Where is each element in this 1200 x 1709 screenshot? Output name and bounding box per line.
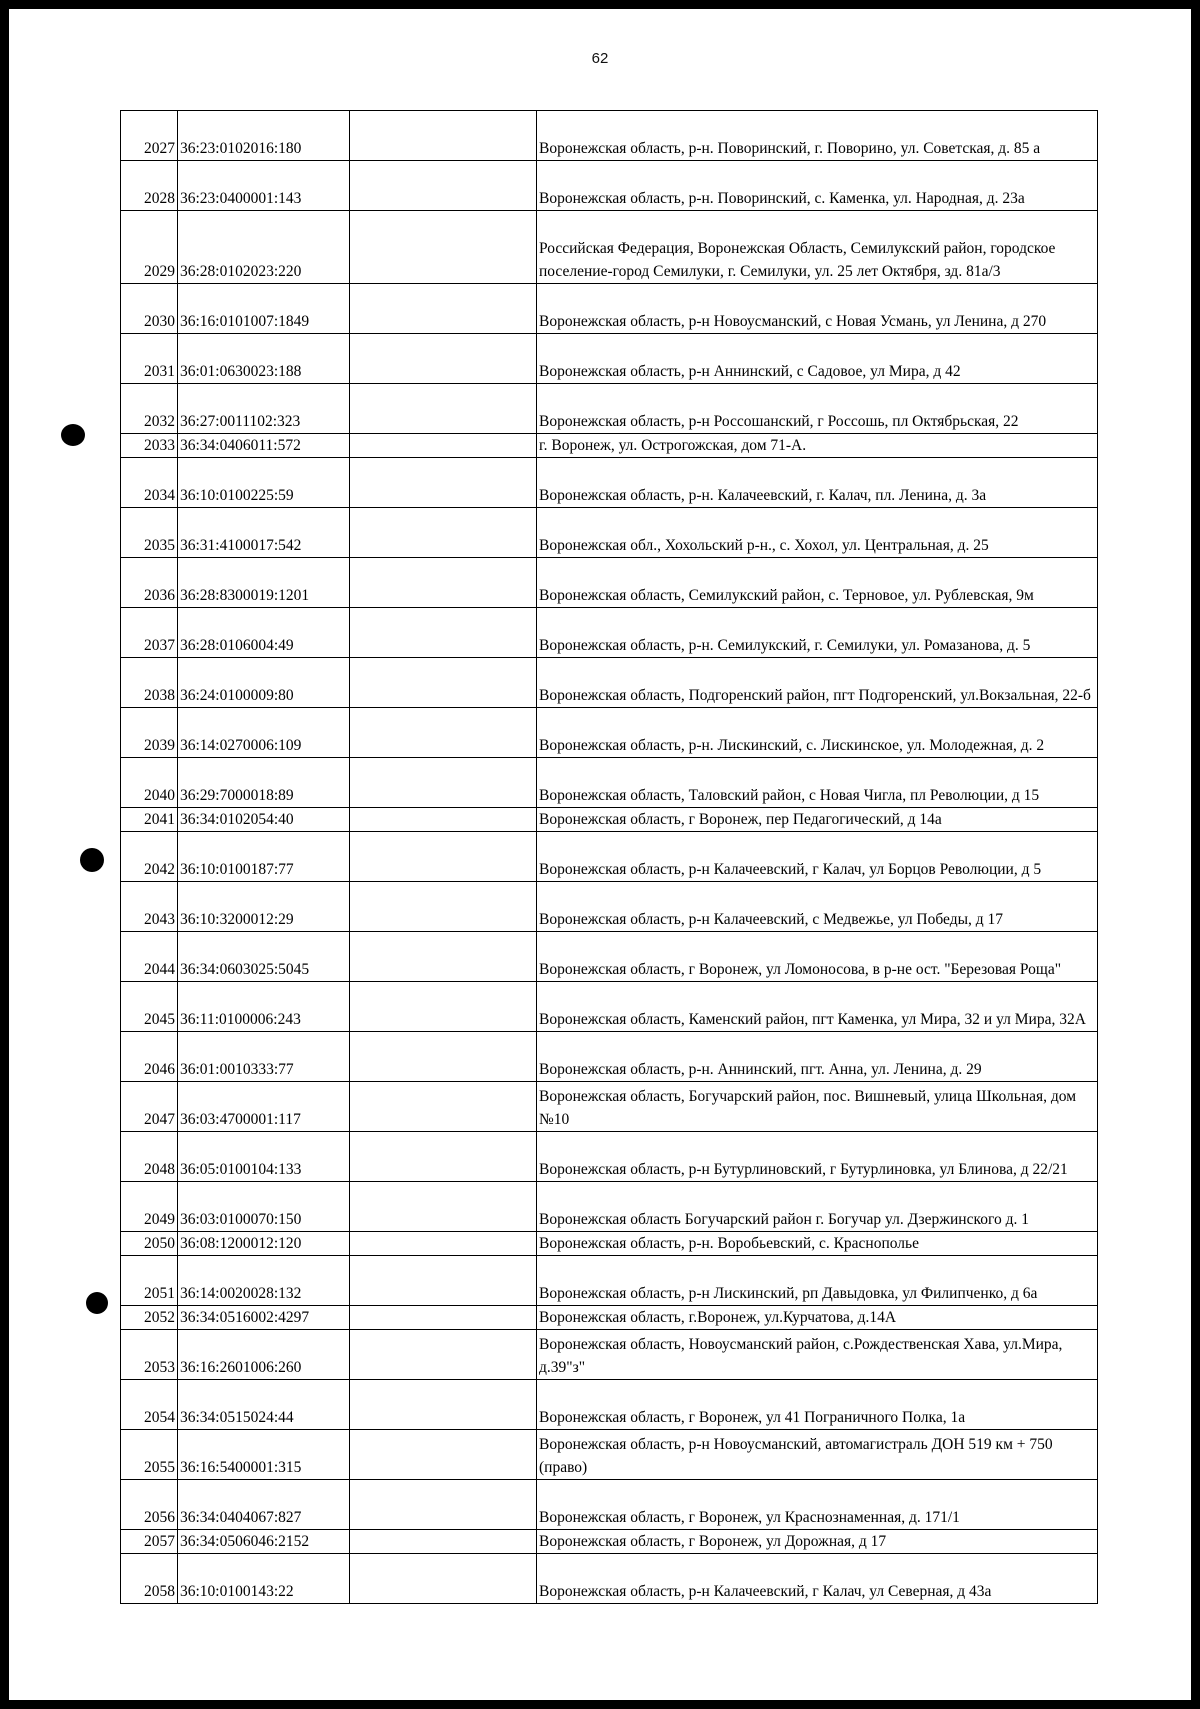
address: Воронежская область, г.Воронеж, ул.Курчатова, д.14А bbox=[537, 1306, 1098, 1330]
table-row bbox=[121, 608, 1098, 658]
address: Воронежская область, Новоусманский район, с.Рождественская Хава, ул.Мира, д.39"з" bbox=[537, 1330, 1098, 1380]
row-number: 2055 bbox=[121, 1430, 178, 1480]
address: Воронежская область, р-н Калачеевский, г Калач, ул Северная, д 43а bbox=[537, 1554, 1098, 1604]
table-row bbox=[121, 808, 1098, 832]
row-number: 2054 bbox=[121, 1380, 178, 1430]
note-cell bbox=[350, 1554, 537, 1604]
row-number: 2042 bbox=[121, 832, 178, 882]
address: Воронежская область, р-н. Калачеевский, г. Калач, пл. Ленина, д. 3а bbox=[537, 458, 1098, 508]
address: Воронежская обл., Хохольский р-н., с. Хохол, ул. Центральная, д. 25 bbox=[537, 508, 1098, 558]
note-cell bbox=[350, 982, 537, 1032]
cadastral-number: 36:05:0100104:133 bbox=[178, 1132, 350, 1182]
row-number: 2037 bbox=[121, 608, 178, 658]
note-cell bbox=[350, 1306, 537, 1330]
table-row bbox=[121, 111, 1098, 161]
address: Воронежская область, Таловский район, с Новая Чигла, пл Революции, д 15 bbox=[537, 758, 1098, 808]
address: Воронежская область, р-н. Поворинский, г. Поворино, ул. Советская, д. 85 а bbox=[537, 111, 1098, 161]
note-cell bbox=[350, 458, 537, 508]
cadastral-number: 36:23:0102016:180 bbox=[178, 111, 350, 161]
note-cell bbox=[350, 1082, 537, 1132]
note-cell bbox=[350, 434, 537, 458]
address: Воронежская область, р-н Бутурлиновский, г Бутурлиновка, ул Блинова, д 22/21 bbox=[537, 1132, 1098, 1182]
row-number: 2052 bbox=[121, 1306, 178, 1330]
address: Воронежская область, г Воронеж, ул Дорожная, д 17 bbox=[537, 1530, 1098, 1554]
row-number: 2046 bbox=[121, 1032, 178, 1082]
table-row bbox=[121, 1480, 1098, 1530]
note-cell bbox=[350, 832, 537, 882]
table-row bbox=[121, 161, 1098, 211]
address: г. Воронеж, ул. Острогожская, дом 71-А. bbox=[537, 434, 1098, 458]
cadastral-number: 36:28:8300019:1201 bbox=[178, 558, 350, 608]
table-row bbox=[121, 1306, 1098, 1330]
table-row bbox=[121, 658, 1098, 708]
table-row bbox=[121, 832, 1098, 882]
row-number: 2049 bbox=[121, 1182, 178, 1232]
table-row bbox=[121, 334, 1098, 384]
note-cell bbox=[350, 284, 537, 334]
table-row bbox=[121, 211, 1098, 284]
cadastral-number: 36:08:1200012:120 bbox=[178, 1232, 350, 1256]
table-row bbox=[121, 458, 1098, 508]
cadastral-number: 36:34:0406011:572 bbox=[178, 434, 350, 458]
address: Воронежская область, р-н Новоусманский, с Новая Усмань, ул Ленина, д 270 bbox=[537, 284, 1098, 334]
cadastral-number: 36:34:0404067:827 bbox=[178, 1480, 350, 1530]
table-row bbox=[121, 1232, 1098, 1256]
cadastral-number: 36:27:0011102:323 bbox=[178, 384, 350, 434]
note-cell bbox=[350, 211, 537, 284]
address: Воронежская область, р-н. Воробьевский, с. Краснополье bbox=[537, 1232, 1098, 1256]
punch-hole-mark bbox=[80, 848, 104, 872]
note-cell bbox=[350, 1430, 537, 1480]
table-row bbox=[121, 284, 1098, 334]
row-number: 2034 bbox=[121, 458, 178, 508]
note-cell bbox=[350, 808, 537, 832]
cadastral-number: 36:01:0630023:188 bbox=[178, 334, 350, 384]
cadastral-number: 36:03:0100070:150 bbox=[178, 1182, 350, 1232]
cadastral-number: 36:34:0603025:5045 bbox=[178, 932, 350, 982]
cadastral-number: 36:10:3200012:29 bbox=[178, 882, 350, 932]
page-number: 62 bbox=[591, 50, 609, 67]
cadastral-number: 36:34:0515024:44 bbox=[178, 1380, 350, 1430]
row-number: 2038 bbox=[121, 658, 178, 708]
table-row bbox=[121, 1554, 1098, 1604]
punch-hole-mark bbox=[86, 1292, 108, 1314]
cadastral-number: 36:24:0100009:80 bbox=[178, 658, 350, 708]
cadastral-number: 36:10:0100187:77 bbox=[178, 832, 350, 882]
note-cell bbox=[350, 1132, 537, 1182]
note-cell bbox=[350, 882, 537, 932]
row-number: 2041 bbox=[121, 808, 178, 832]
table-row bbox=[121, 384, 1098, 434]
address: Воронежская область, Семилукский район, с. Терновое, ул. Рублевская, 9м bbox=[537, 558, 1098, 608]
punch-hole-mark bbox=[61, 424, 85, 446]
registry-table-body bbox=[121, 111, 1098, 1604]
cadastral-number: 36:28:0102023:220 bbox=[178, 211, 350, 284]
note-cell bbox=[350, 1032, 537, 1082]
row-number: 2058 bbox=[121, 1554, 178, 1604]
note-cell bbox=[350, 758, 537, 808]
row-number: 2035 bbox=[121, 508, 178, 558]
registry-table bbox=[120, 110, 1098, 1604]
table-row bbox=[121, 1256, 1098, 1306]
note-cell bbox=[350, 161, 537, 211]
row-number: 2027 bbox=[121, 111, 178, 161]
address: Воронежская область, р-н. Поворинский, с. Каменка, ул. Народная, д. 23а bbox=[537, 161, 1098, 211]
cadastral-number: 36:01:0010333:77 bbox=[178, 1032, 350, 1082]
address: Воронежская область, р-н. Лискинский, с. Лискинское, ул. Молодежная, д. 2 bbox=[537, 708, 1098, 758]
table-row bbox=[121, 1330, 1098, 1380]
row-number: 2033 bbox=[121, 434, 178, 458]
address: Воронежская область, р-н. Аннинский, пгт. Анна, ул. Ленина, д. 29 bbox=[537, 1032, 1098, 1082]
row-number: 2043 bbox=[121, 882, 178, 932]
table-row bbox=[121, 982, 1098, 1032]
cadastral-number: 36:29:7000018:89 bbox=[178, 758, 350, 808]
table-row bbox=[121, 932, 1098, 982]
row-number: 2048 bbox=[121, 1132, 178, 1182]
row-number: 2028 bbox=[121, 161, 178, 211]
row-number: 2032 bbox=[121, 384, 178, 434]
row-number: 2030 bbox=[121, 284, 178, 334]
address: Воронежская область, г Воронеж, пер Педагогический, д 14а bbox=[537, 808, 1098, 832]
cadastral-number: 36:10:0100143:22 bbox=[178, 1554, 350, 1604]
note-cell bbox=[350, 1380, 537, 1430]
note-cell bbox=[350, 558, 537, 608]
row-number: 2029 bbox=[121, 211, 178, 284]
cadastral-number: 36:34:0506046:2152 bbox=[178, 1530, 350, 1554]
address: Воронежская область, р-н Калачеевский, с Медвежье, ул Победы, д 17 bbox=[537, 882, 1098, 932]
address: Воронежская область, р-н Аннинский, с Садовое, ул Мира, д 42 bbox=[537, 334, 1098, 384]
address: Воронежская область Богучарский район г. Богучар ул. Дзержинского д. 1 bbox=[537, 1182, 1098, 1232]
note-cell bbox=[350, 1480, 537, 1530]
note-cell bbox=[350, 1182, 537, 1232]
note-cell bbox=[350, 508, 537, 558]
row-number: 2045 bbox=[121, 982, 178, 1032]
note-cell bbox=[350, 1232, 537, 1256]
note-cell bbox=[350, 111, 537, 161]
cadastral-number: 36:16:0101007:1849 bbox=[178, 284, 350, 334]
note-cell bbox=[350, 608, 537, 658]
table-row bbox=[121, 1182, 1098, 1232]
note-cell bbox=[350, 658, 537, 708]
address: Российская Федерация, Воронежская Область, Семилукский район, городское поселение-город Семилуки, г. Семилуки, ул. 25 лет Октября, зд. 81а/3 bbox=[537, 211, 1098, 284]
note-cell bbox=[350, 1256, 537, 1306]
row-number: 2050 bbox=[121, 1232, 178, 1256]
address: Воронежская область, р-н Новоусманский, автомагистраль ДОН 519 км + 750 (право) bbox=[537, 1430, 1098, 1480]
table-row bbox=[121, 1430, 1098, 1480]
address: Воронежская область, г Воронеж, ул Ломоносова, в р-не ост. "Березовая Роща" bbox=[537, 932, 1098, 982]
row-number: 2031 bbox=[121, 334, 178, 384]
note-cell bbox=[350, 932, 537, 982]
address: Воронежская область, Каменский район, пгт Каменка, ул Мира, 32 и ул Мира, 32А bbox=[537, 982, 1098, 1032]
cadastral-number: 36:10:0100225:59 bbox=[178, 458, 350, 508]
address: Воронежская область, г Воронеж, ул 41 Пограничного Полка, 1а bbox=[537, 1380, 1098, 1430]
table-row bbox=[121, 758, 1098, 808]
table-row bbox=[121, 1032, 1098, 1082]
row-number: 2053 bbox=[121, 1330, 178, 1380]
note-cell bbox=[350, 1330, 537, 1380]
table-row bbox=[121, 1380, 1098, 1430]
cadastral-number: 36:28:0106004:49 bbox=[178, 608, 350, 658]
note-cell bbox=[350, 1530, 537, 1554]
row-number: 2051 bbox=[121, 1256, 178, 1306]
address: Воронежская область, р-н Лискинский, рп Давыдовка, ул Филипченко, д 6а bbox=[537, 1256, 1098, 1306]
cadastral-number: 36:31:4100017:542 bbox=[178, 508, 350, 558]
row-number: 2056 bbox=[121, 1480, 178, 1530]
table-row bbox=[121, 708, 1098, 758]
row-number: 2040 bbox=[121, 758, 178, 808]
address: Воронежская область, р-н Россошанский, г Россошь, пл Октябрьская, 22 bbox=[537, 384, 1098, 434]
table-row bbox=[121, 1132, 1098, 1182]
row-number: 2039 bbox=[121, 708, 178, 758]
table-row bbox=[121, 508, 1098, 558]
table-row bbox=[121, 558, 1098, 608]
cadastral-number: 36:23:0400001:143 bbox=[178, 161, 350, 211]
cadastral-number: 36:14:0270006:109 bbox=[178, 708, 350, 758]
table-row bbox=[121, 882, 1098, 932]
cadastral-number: 36:34:0102054:40 bbox=[178, 808, 350, 832]
table-row bbox=[121, 1082, 1098, 1132]
cadastral-number: 36:16:2601006:260 bbox=[178, 1330, 350, 1380]
cadastral-number: 36:14:0020028:132 bbox=[178, 1256, 350, 1306]
row-number: 2057 bbox=[121, 1530, 178, 1554]
cadastral-number: 36:34:0516002:4297 bbox=[178, 1306, 350, 1330]
table-row bbox=[121, 1530, 1098, 1554]
cadastral-number: 36:11:0100006:243 bbox=[178, 982, 350, 1032]
row-number: 2047 bbox=[121, 1082, 178, 1132]
address: Воронежская область, Богучарский район, пос. Вишневый, улица Школьная, дом №10 bbox=[537, 1082, 1098, 1132]
table-row bbox=[121, 434, 1098, 458]
address: Воронежская область, р-н Калачеевский, г Калач, ул Борцов Революции, д 5 bbox=[537, 832, 1098, 882]
cadastral-number: 36:03:4700001:117 bbox=[178, 1082, 350, 1132]
note-cell bbox=[350, 384, 537, 434]
note-cell bbox=[350, 334, 537, 384]
note-cell bbox=[350, 708, 537, 758]
address: Воронежская область, р-н. Семилукский, г. Семилуки, ул. Ромазанова, д. 5 bbox=[537, 608, 1098, 658]
address: Воронежская область, Подгоренский район, пгт Подгоренский, ул.Вокзальная, 22-б bbox=[537, 658, 1098, 708]
row-number: 2036 bbox=[121, 558, 178, 608]
cadastral-number: 36:16:5400001:315 bbox=[178, 1430, 350, 1480]
row-number: 2044 bbox=[121, 932, 178, 982]
address: Воронежская область, г Воронеж, ул Краснознаменная, д. 171/1 bbox=[537, 1480, 1098, 1530]
